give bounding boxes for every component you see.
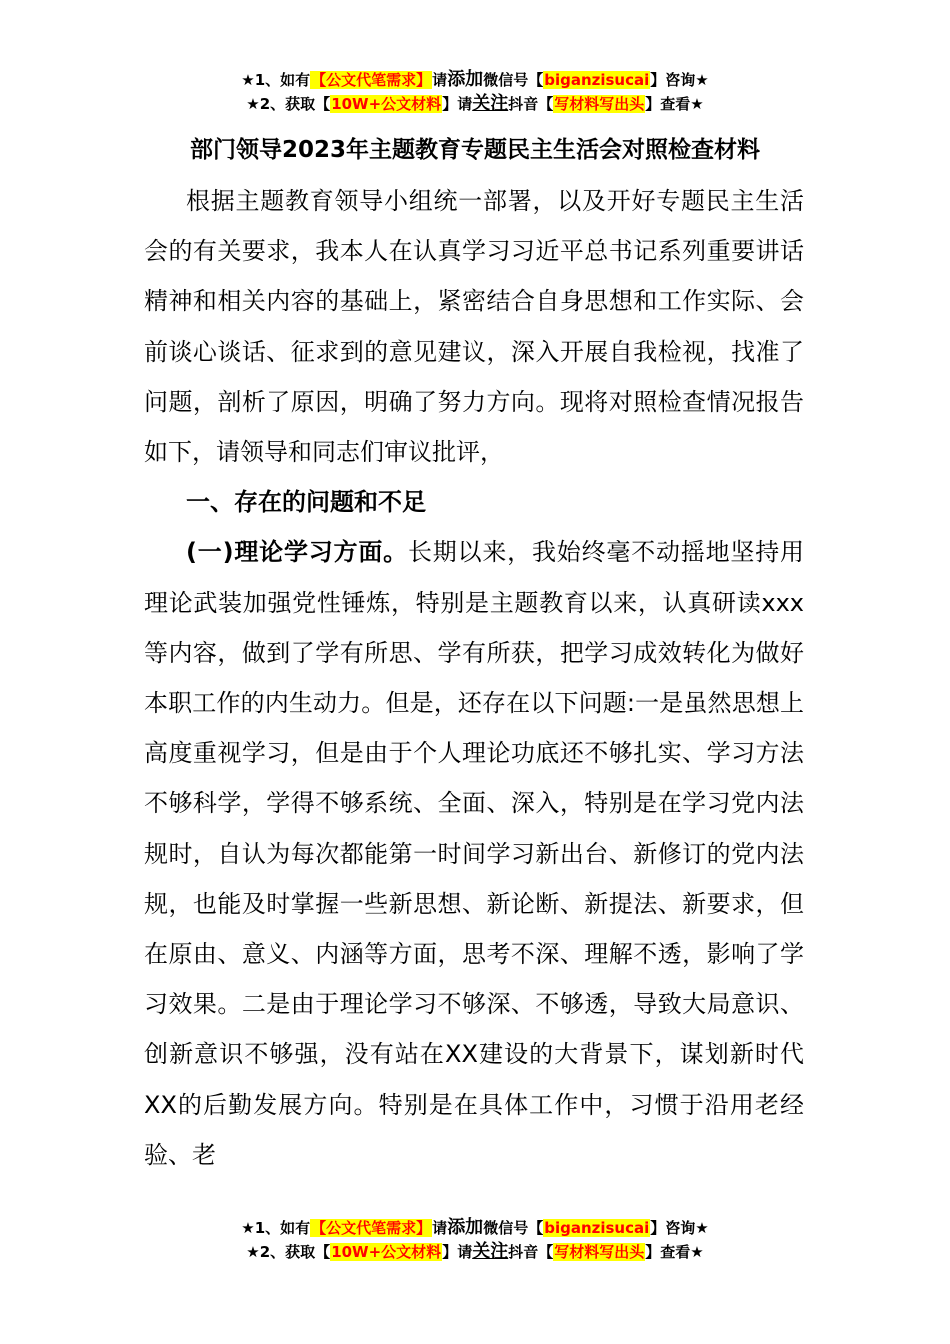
banner-text: ★1、如有: [241, 71, 311, 89]
banner-highlight: 写材料写出头: [554, 95, 645, 113]
banner-line-1: [0, 1216, 950, 1240]
subsection-paragraph: [144, 527, 804, 1180]
banner-highlight: 【公文代笔需求】: [311, 1219, 432, 1237]
banner-text: 】查看★: [645, 1243, 704, 1261]
document-title: 部门领导2023年主题教育专题民主生活会对照检查材料: [189, 137, 760, 163]
intro-paragraph: 根据主题教育领导小组统一部署，以及开好专题民主生活会的有关要求，我本人在认真学习习近平总书记系列重要讲话精神和相关内容的基础上，紧密结合自身思想和工作实际、会前谈心谈话、征求到的意见建议，深入开展自我检视，找准了问题，剖析了原因，明确了努力方向。现将对照检查情况报告如下，请领导和同志们审议批评，: [144, 187, 804, 467]
banner-highlight: 10W+公文材料: [331, 95, 442, 113]
banner-text: 抖音【: [508, 95, 554, 113]
banner-text: ★1、如有: [241, 1219, 311, 1237]
banner-line-1: [0, 68, 950, 92]
banner-highlight: 10W+公文材料: [331, 1243, 442, 1261]
section-heading: 一、存在的问题和不足: [186, 488, 426, 517]
subsection-heading: (一)理论学习方面。: [186, 538, 408, 567]
banner-text: 抖音【: [508, 1243, 554, 1261]
banner-highlight: 【公文代笔需求】: [311, 71, 432, 89]
banner-line-2: [0, 1240, 950, 1264]
banner-emphasis: 添加: [447, 1217, 484, 1238]
banner-text: 请: [432, 1219, 448, 1237]
banner-text: 微信号【: [483, 71, 544, 89]
banner-text: 】请: [442, 1243, 473, 1261]
footer-banner: [0, 1216, 950, 1264]
banner-line-2: [0, 92, 950, 116]
banner-text: 】请: [442, 95, 473, 113]
banner-emphasis: 关注: [472, 1241, 509, 1262]
banner-text: 请: [432, 71, 448, 89]
banner-text: ★2、获取【: [246, 95, 331, 113]
banner-text: 微信号【: [483, 1219, 544, 1237]
subsection-text: 长期以来，我始终毫不动摇地坚持用理论武装加强党性锤炼，特别是主题教育以来，认真研读xxx等内容，做到了学有所思、学有所获，把学习成效转化为做好本职工作的内生动力。但是，还存在以下问题:一是虽然思想上高度重视学习，但是由于个人理论功底还不够扎实、学习方法不够科学，学得不够系统、全面、深入，特别是在学习党内法规时，自认为每次都能第一时间学习新出台、新修订的党内法规，也能及时掌握一些新思想、新论断、新提法、新要求，但在原由、意义、内涵等方面，思考不深、理解不透，影响了学习效果。二是由于理论学习不够深、不够透，导致大局意识、创新意识不够强，没有站在XX建设的大背景下，谋划新时代XX的后勤发展方向。特别是在具体工作中，习惯于沿用老经验、老: [144, 538, 805, 1169]
header-banner: [0, 68, 950, 116]
banner-highlight: 写材料写出头: [554, 1243, 645, 1261]
banner-text: ★2、获取【: [246, 1243, 331, 1261]
banner-emphasis: 关注: [472, 93, 509, 114]
document-body: [144, 176, 804, 1180]
banner-text: 】咨询★: [650, 1219, 709, 1237]
banner-emphasis: 添加: [447, 69, 484, 90]
banner-text: 】查看★: [645, 95, 704, 113]
banner-highlight: biganzisucai: [544, 1219, 650, 1237]
banner-text: 】咨询★: [650, 71, 709, 89]
banner-highlight: biganzisucai: [544, 71, 650, 89]
